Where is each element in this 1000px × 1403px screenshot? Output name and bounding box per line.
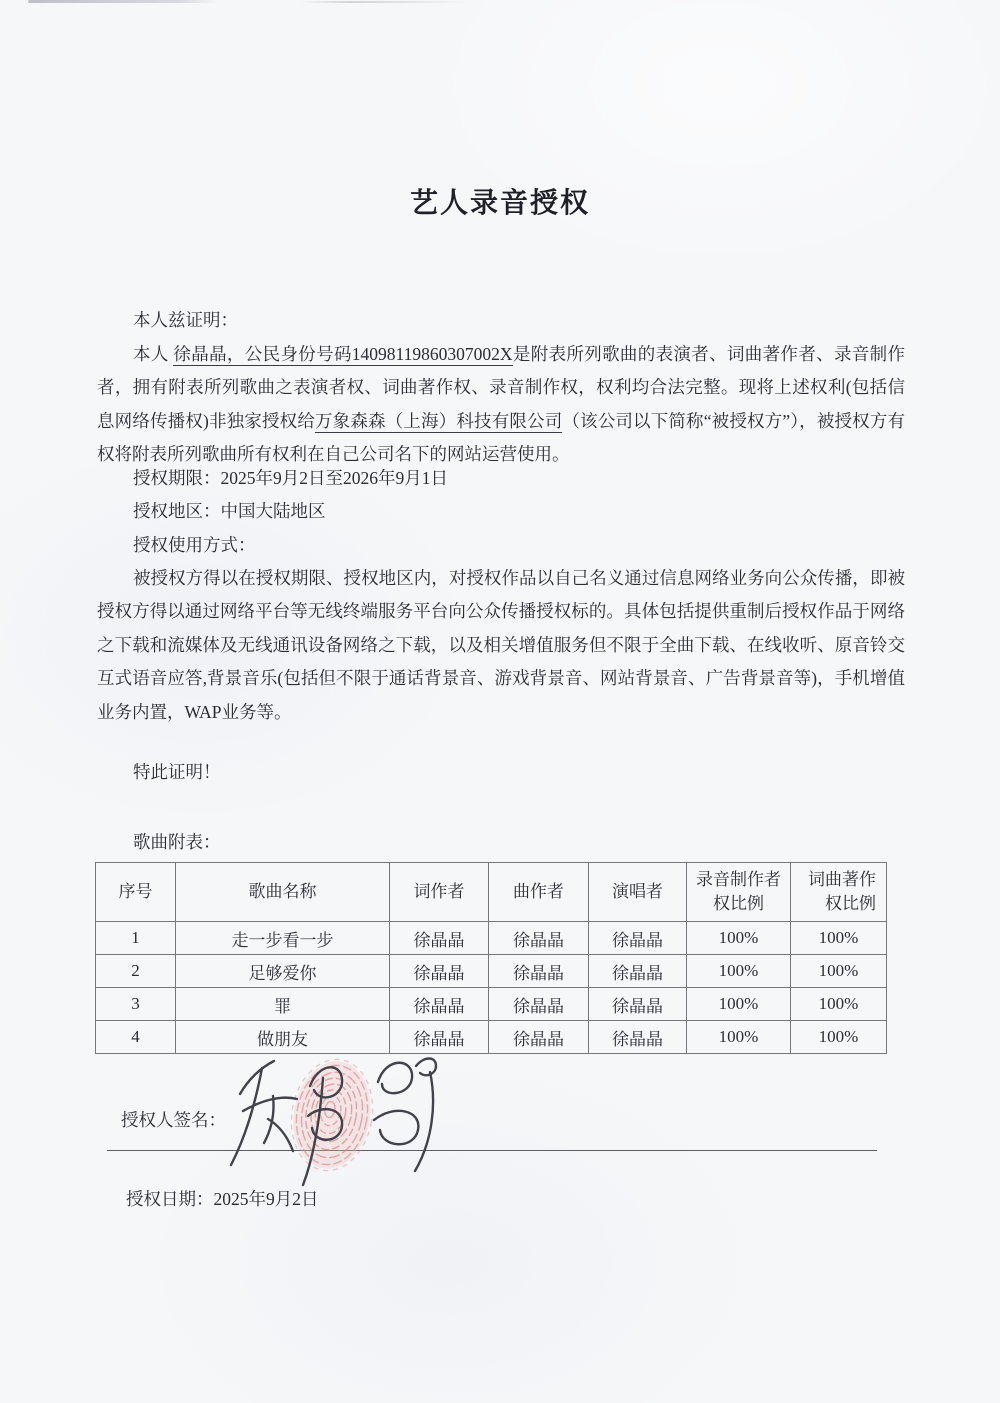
usage-method-label: 授权使用方式： bbox=[133, 534, 256, 555]
cell-performer: 徐晶晶 bbox=[589, 988, 687, 1021]
song-appendix-label: 歌曲附表： bbox=[133, 832, 221, 852]
cell-recording-ratio: 100% bbox=[687, 955, 791, 988]
certification-paragraph bbox=[97, 338, 905, 472]
certify-middle: 是附表所列歌曲的表演者、词曲著作者、录音制作者，拥有附表所列歌曲之表演者权、词曲著作权、录音制作权，权利均合法完整。现将上述权利(包括信息网络传播权)非独家授权给 bbox=[97, 344, 906, 431]
cell-composer: 徐晶晶 bbox=[489, 988, 589, 1021]
song-table-header-row bbox=[96, 863, 887, 922]
song-table-row bbox=[96, 955, 887, 988]
usage-paragraph: 被授权方得以在授权期限、授权地区内，对授权作品以自己名义通过信息网络业务向公众传播，即被授权方得以通过网络平台等无线终端服务平台向公众传播授权标的。具体包括提供重制后授权作品于网络之下载和流媒体及无线通讯设备网络之下载，以及相关增值服务但不限于全曲下载、在线收听、原音铃交互式语音应答,背景音乐(包括但不限于通话背景音、游戏背景音、网站背景音、广告背景音等)，手机增值业务内置，WAP业务等。 bbox=[97, 568, 905, 722]
certify-prefix: 本人 bbox=[133, 344, 174, 364]
cell-authorship-ratio: 100% bbox=[791, 1021, 887, 1054]
cell-song-name: 走一步看一步 bbox=[176, 922, 390, 955]
cell-authorship-ratio: 100% bbox=[791, 955, 887, 988]
cell-index: 4 bbox=[96, 1021, 176, 1054]
fingerprint-stamp bbox=[283, 1053, 381, 1177]
authorization-region: 授权地区：中国大陆地区 bbox=[133, 501, 326, 522]
header-performer: 演唱者 bbox=[589, 863, 687, 922]
cell-song-name: 罪 bbox=[176, 988, 390, 1021]
cell-composer: 徐晶晶 bbox=[489, 1021, 589, 1054]
cell-composer: 徐晶晶 bbox=[489, 922, 589, 955]
cell-recording-ratio: 100% bbox=[687, 922, 791, 955]
header-lyricist: 词作者 bbox=[390, 863, 489, 922]
cell-performer: 徐晶晶 bbox=[589, 1021, 687, 1054]
authorization-period: 授权期限：2025年9月2日至2026年9月1日 bbox=[133, 468, 448, 488]
song-table-row bbox=[96, 922, 887, 955]
cell-authorship-ratio: 100% bbox=[791, 922, 887, 955]
cell-authorship-ratio: 100% bbox=[791, 988, 887, 1021]
authorization-terms bbox=[133, 462, 448, 562]
cell-lyricist: 徐晶晶 bbox=[390, 1021, 489, 1054]
cell-index: 3 bbox=[96, 988, 176, 1021]
closing-statement: 特此证明！ bbox=[133, 762, 221, 782]
cell-recording-ratio: 100% bbox=[687, 988, 791, 1021]
certify-intro: 本人兹证明： bbox=[133, 310, 238, 330]
artist-identity-underlined: 徐晶晶，公民身份号码14098119860307002X bbox=[173, 344, 513, 364]
signature-label: 授权人签名： bbox=[121, 1110, 226, 1130]
cell-lyricist: 徐晶晶 bbox=[390, 955, 489, 988]
cell-lyricist: 徐晶晶 bbox=[390, 988, 489, 1021]
header-recording-right-ratio: 录音制作者权比例 bbox=[687, 863, 791, 922]
cell-performer: 徐晶晶 bbox=[589, 955, 687, 988]
authorization-date: 授权日期：2025年9月2日 bbox=[126, 1189, 319, 1209]
header-authorship-right-ratio: 词曲著作权比例 bbox=[791, 863, 887, 922]
song-table-row bbox=[96, 988, 887, 1021]
cell-recording-ratio: 100% bbox=[687, 1021, 791, 1054]
song-table bbox=[95, 862, 887, 1054]
cell-composer: 徐晶晶 bbox=[489, 955, 589, 988]
cell-song-name: 足够爱你 bbox=[176, 955, 390, 988]
header-song-name: 歌曲名称 bbox=[176, 863, 390, 922]
header-composer: 曲作者 bbox=[489, 863, 589, 922]
header-index: 序号 bbox=[96, 863, 176, 922]
scan-artifact-top-center bbox=[300, 1, 470, 3]
scan-artifact-top-left bbox=[28, 0, 218, 3]
page-title: 艺人录音授权 bbox=[409, 188, 590, 219]
cell-index: 1 bbox=[96, 922, 176, 955]
cell-song-name: 做朋友 bbox=[176, 1021, 390, 1054]
signature-area bbox=[210, 1038, 460, 1193]
certify-suffix: （该公司以下简称“被授权方”），被授权方有权将附表所列歌曲所有权利在自己公司名下的网站运营使用。 bbox=[97, 410, 906, 465]
cell-index: 2 bbox=[96, 955, 176, 988]
cell-lyricist: 徐晶晶 bbox=[390, 922, 489, 955]
company-name-underlined: 万象森森（上海）科技有限公司 bbox=[315, 410, 563, 431]
cell-performer: 徐晶晶 bbox=[589, 922, 687, 955]
